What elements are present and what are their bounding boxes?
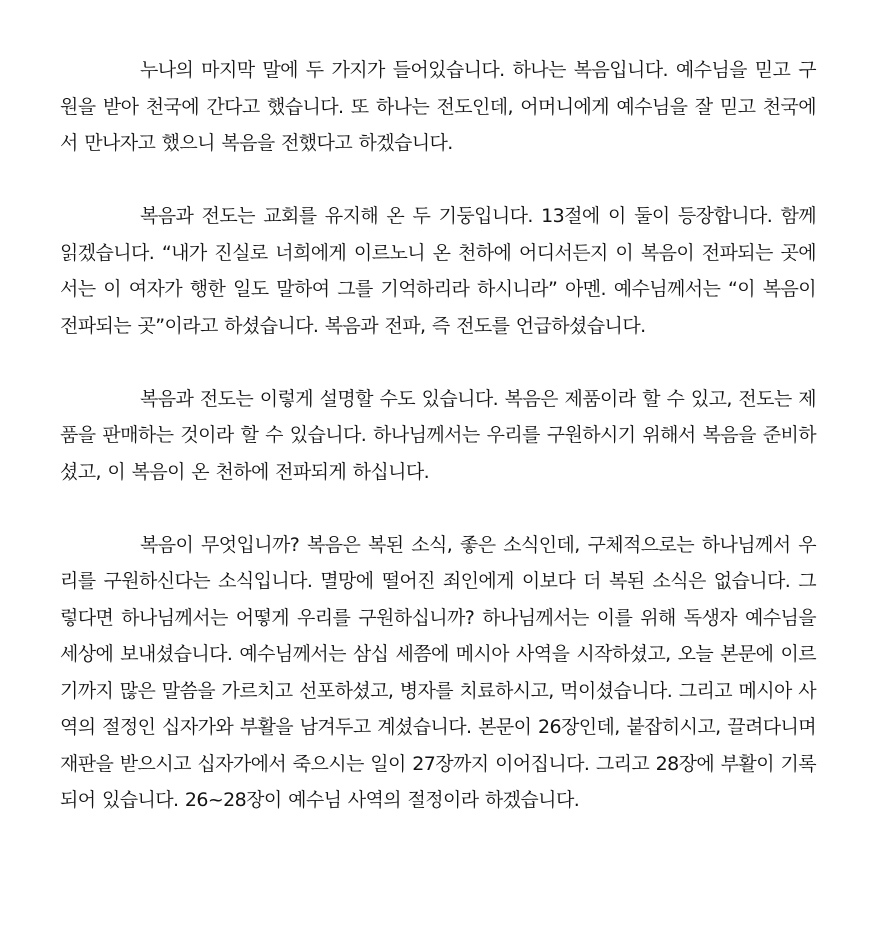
paragraph-4: 복음이 무엇입니까? 복음은 복된 소식, 좋은 소식인데, 구체적으로는 하나님께서 우리를 구원하신다는 소식입니다. 멸망에 떨어진 죄인에게 이보다 더 복된 소식은 없습니다. 그렇다면 하나님께서는 어떻게 우리를 구원하십니까? 하나님께서는 이를 위해 독생자 예수님을 세상에 보내셨습니다. 예수님께서는 삼십 세쯤에 메시아 사역을 시작하셨고, 오늘 본문에 이르기까지 많은 말씀을 가르치고 선포하셨고, 병자를 치료하시고, 먹이셨습니다. 그리고 메시아 사역의 절정인 십자가와 부활을 남겨두고 계셨습니다. 본문이 26장인데, 붙잡히시고, 끌려다니며 재판을 받으시고 십자가에서 죽으시는 일이 27장까지 이어집니다. 그리고 28장에 부활이 기록되어 있습니다. 26~28장이 예수님 사역의 절정이라 하겠습니다. [60, 533, 816, 811]
paragraph-1: 누나의 마지막 말에 두 가지가 들어있습니다. 하나는 복음입니다. 예수님을 믿고 구원을 받아 천국에 간다고 했습니다. 또 하나는 전도인데, 어머니에게 예수님을 잘 믿고 천국에서 만나자고 했으니 복음을 전했다고 하겠습니다. [60, 59, 816, 154]
document-body [60, 52, 816, 819]
paragraph-2: 복음과 전도는 교회를 유지해 온 두 기둥입니다. 13절에 이 둘이 등장합니다. 함께 읽겠습니다. “내가 진실로 너희에게 이르노니 온 천하에 어디서든지 이 복음이 전파되는 곳에서는 이 여자가 행한 일도 말하여 그를 기억하리라 하시니라” 아멘. 예수님께서는 “이 복음이 전파되는 곳”이라고 하셨습니다. 복음과 전파, 즉 전도를 언급하셨습니다. [60, 205, 816, 337]
paragraph-3: 복음과 전도는 이렇게 설명할 수도 있습니다. 복음은 제품이라 할 수 있고, 전도는 제품을 판매하는 것이라 할 수 있습니다. 하나님께서는 우리를 구원하시기 위해서 복음을 준비하셨고, 이 복음이 온 천하에 전파되게 하십니다. [60, 387, 816, 483]
